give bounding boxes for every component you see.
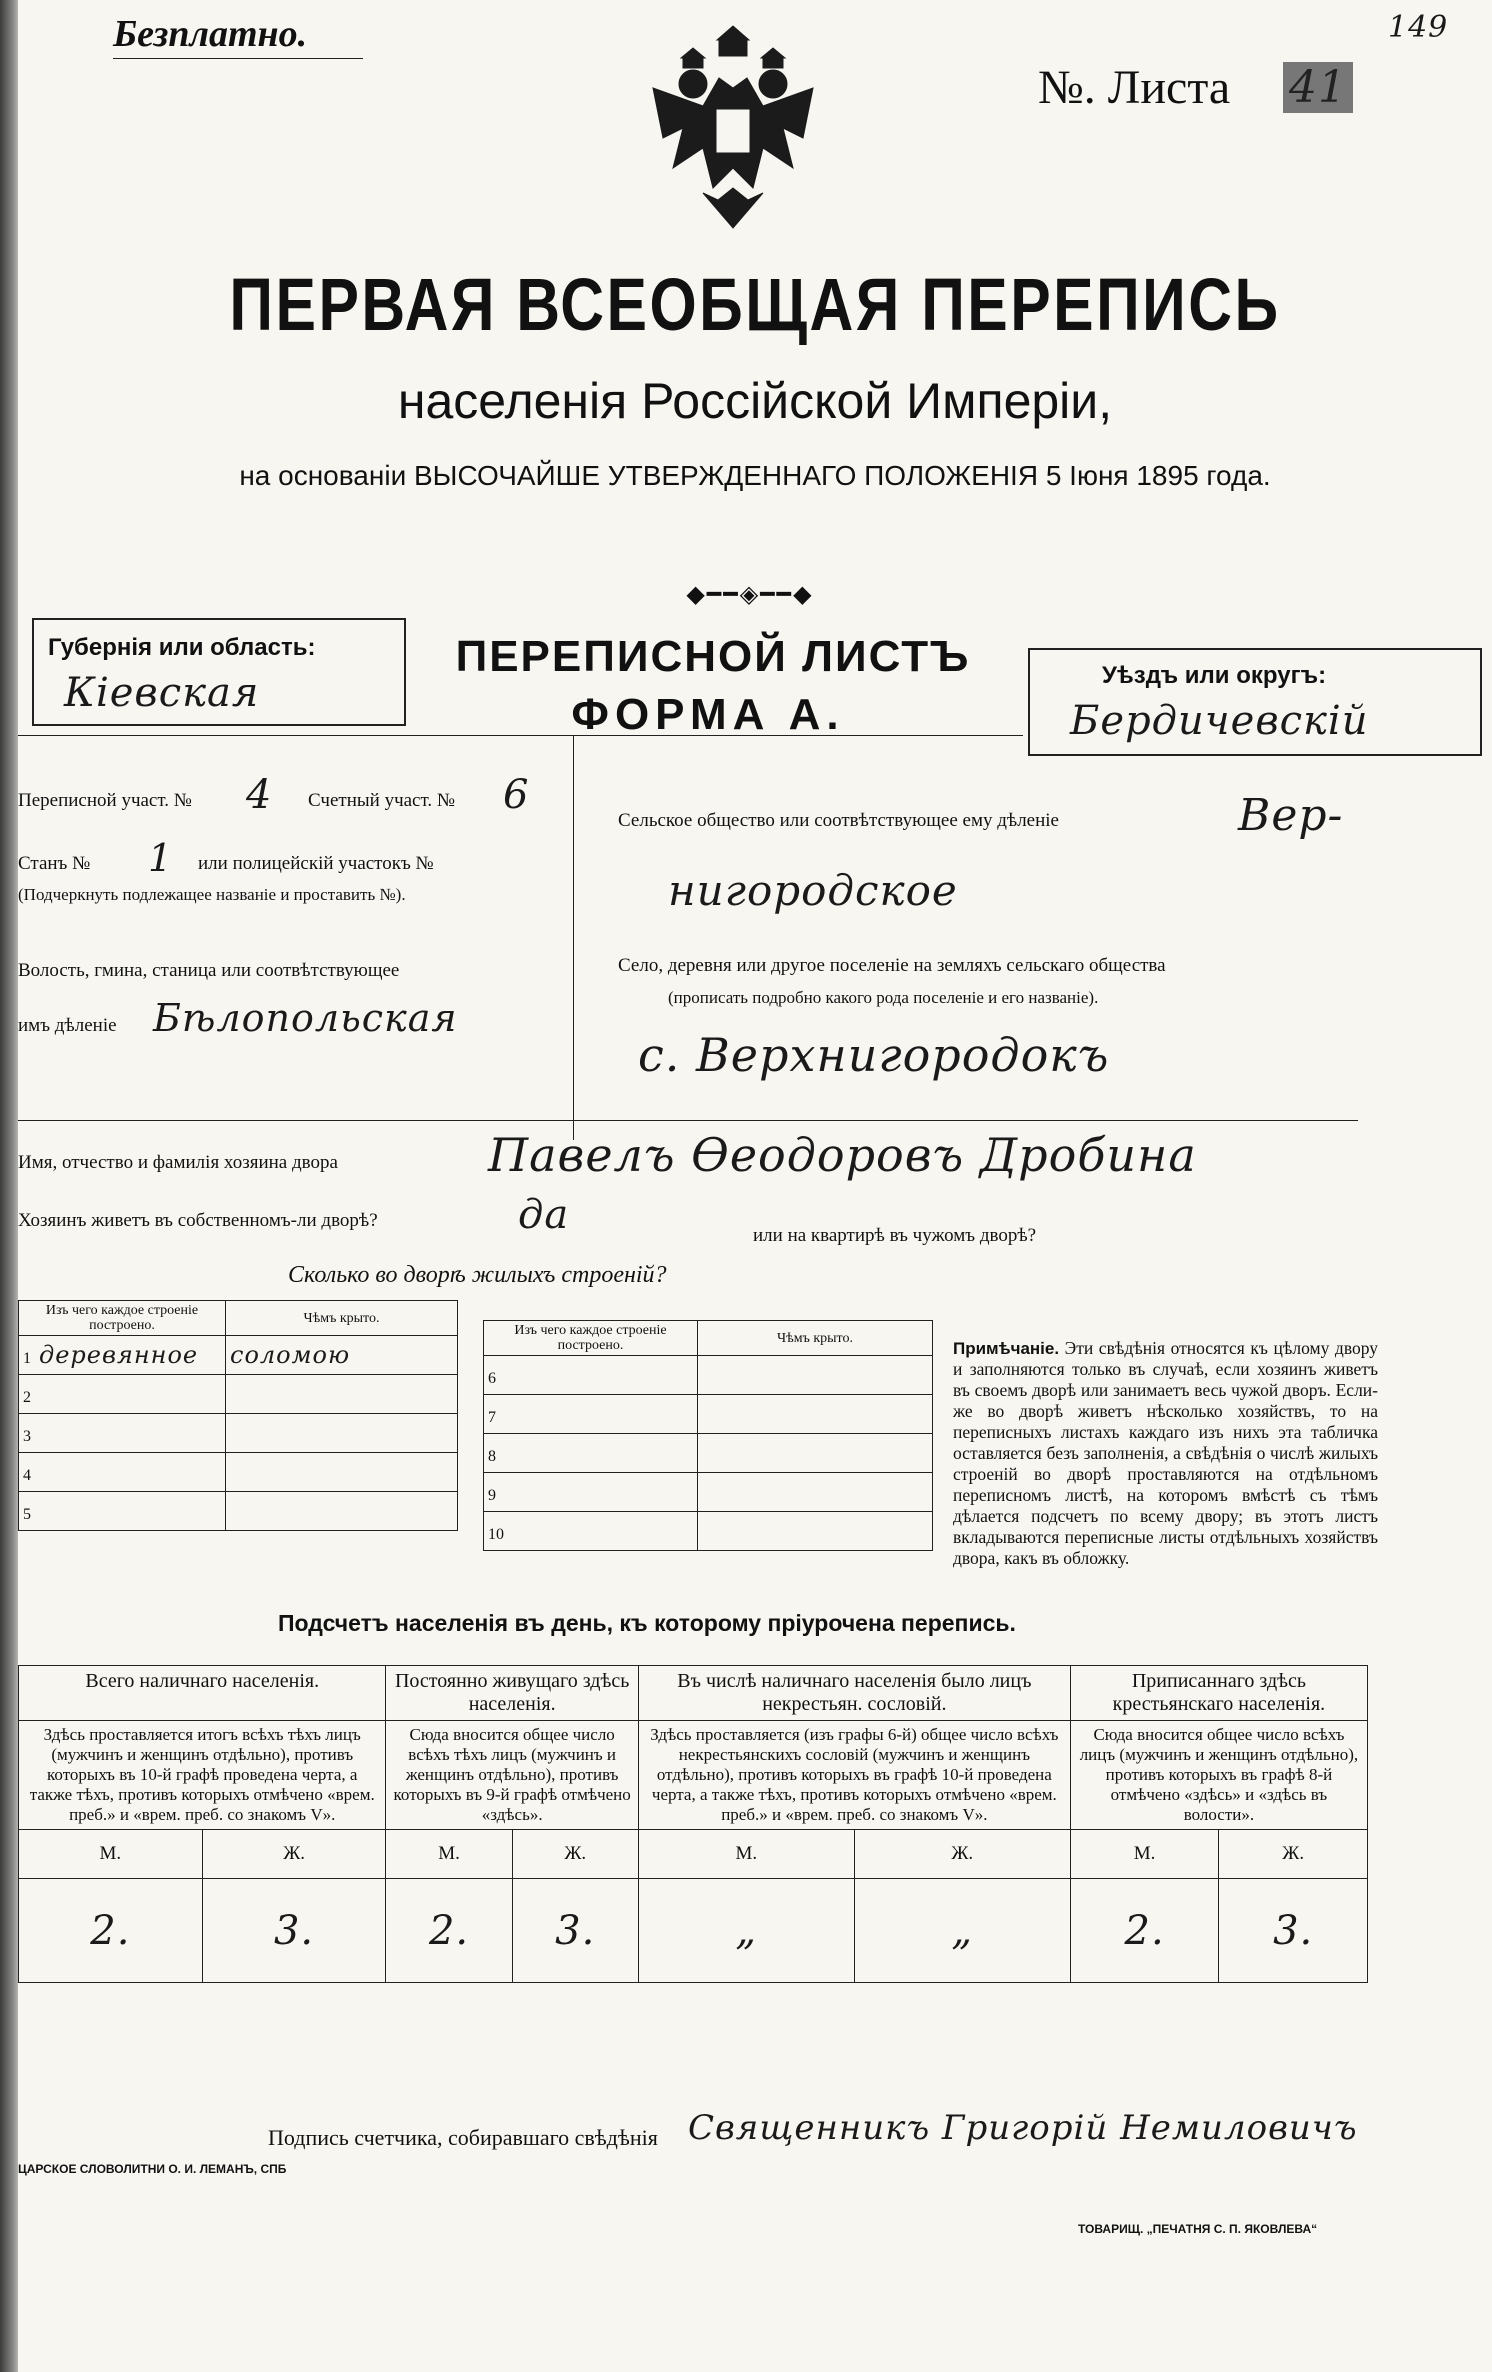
building-roof — [698, 1434, 933, 1473]
free-label: Безплатно. — [113, 13, 308, 55]
female-count: „ — [854, 1879, 1070, 1983]
buildings-question: Сколько во дворѣ жилыхъ строеній? — [288, 1262, 667, 1288]
province-box — [32, 618, 406, 726]
building-built-cell — [484, 1356, 698, 1395]
village-label: Село, деревня или другое поселеніе на земляхъ сельскаго общества — [618, 955, 1166, 976]
population-row — [19, 1830, 1368, 1879]
building-built-cell — [484, 1473, 698, 1512]
society-label: Сельское общество или соотвѣтствующее ему дѣленіе — [618, 810, 1059, 831]
male-label: М. — [19, 1830, 203, 1879]
col-roof-right: Чѣмъ крыто. — [698, 1321, 933, 1356]
signature-label: Подпись счетчика, собиравшаго свѣдѣнія — [268, 2125, 658, 2150]
building-row — [19, 1492, 458, 1531]
building-built-cell — [19, 1375, 226, 1414]
building-roof — [698, 1473, 933, 1512]
male-count: 2. — [1070, 1879, 1219, 1983]
building-roof — [226, 1414, 458, 1453]
volost-label-2: имъ дѣленіе — [18, 1015, 117, 1036]
village-note: (прописать подробно какого рода поселеніе и его названіе). — [668, 988, 1099, 1007]
male-label: М. — [386, 1830, 512, 1879]
buildings-table-right — [483, 1320, 933, 1551]
building-row-number: 4 — [23, 1467, 31, 1484]
building-row-number: 2 — [23, 1389, 31, 1406]
form-title: ПЕРЕПИСНОЙ ЛИСТЪ — [455, 632, 971, 681]
counting-section-label: Счетный участ. № — [308, 790, 455, 811]
building-row — [19, 1453, 458, 1492]
population-heading: Приписаннаго здѣсь крестьянскаго населенія. — [1070, 1666, 1367, 1721]
own-yard-alt-label: или на квартирѣ въ чужомъ дворѣ? — [753, 1225, 1037, 1246]
district-value: Бердичевскій — [1070, 698, 1369, 744]
col-built-right: Изъ чего каждое строеніе построено. — [484, 1321, 698, 1356]
ornament-divider: ◆━━◈━━◆ — [686, 582, 814, 608]
village-value: с. Верхнигородокъ — [638, 1028, 1110, 1082]
building-roof — [226, 1453, 458, 1492]
female-label: Ж. — [1219, 1830, 1368, 1879]
province-label: Губернія или область: — [48, 634, 316, 661]
sheet-number-label: №. Листа — [1038, 61, 1231, 114]
signature-value: Священникъ Григорій Немиловичъ — [688, 2108, 1358, 2148]
own-yard-value: да — [518, 1192, 570, 1238]
building-row — [484, 1473, 933, 1512]
male-count: 2. — [19, 1879, 203, 1983]
population-heading: Всего наличнаго населенія. — [19, 1666, 386, 1721]
building-row-number: 10 — [488, 1526, 504, 1543]
male-label: М. — [1070, 1830, 1219, 1879]
building-material: деревянное — [39, 1341, 199, 1369]
population-description: Сюда вносится общее число всѣхъ тѣхъ лицъ (мужчинъ и женщинъ отдѣльно), противъ которыхъ въ 9-й графѣ отмѣчено «здѣсь». — [386, 1721, 638, 1830]
printer-left: ЦАРСКОЕ СЛОВОЛИТНИ О. И. ЛЕМАНЪ, СПБ — [18, 2162, 287, 2176]
province-value: Кіевская — [64, 670, 260, 716]
female-label: Ж. — [512, 1830, 638, 1879]
own-yard-label: Хозяинъ живетъ въ собственномъ-ли дворѣ? — [18, 1210, 378, 1231]
building-built-cell — [19, 1453, 226, 1492]
population-row — [19, 1666, 1368, 1721]
building-row — [484, 1356, 933, 1395]
stan-label: Станъ № — [18, 853, 91, 874]
female-count: 3. — [202, 1879, 386, 1983]
building-row — [19, 1375, 458, 1414]
population-heading: Въ числѣ наличнаго населенія было лицъ некрестьян. сословій. — [638, 1666, 1070, 1721]
volost-value: Бѣлопольская — [153, 996, 458, 1040]
building-row — [484, 1512, 933, 1551]
census-section-label: Переписной участ. № — [18, 790, 192, 811]
population-row — [19, 1721, 1368, 1830]
main-title: ПЕРВАЯ ВСЕОБЩАЯ ПЕРЕПИСЬ — [229, 263, 1281, 346]
stan-note: (Подчеркнуть подлежащее названіе и проставить №). — [18, 885, 406, 904]
stan-suffix: или полицейскій участокъ № — [198, 853, 434, 874]
population-description: Здѣсь проставляется (изъ графы 6-й) общее число всѣхъ некрестьянскихъ сословій (мужчинъ и женщинъ отдѣльно), противъ которыхъ въ графѣ 10-й проведена черта, а также тѣхъ, противъ которыхъ отмѣчено «врем. преб.» и «врем. преб. со знакомъ V». — [638, 1721, 1070, 1830]
buildings-table-left — [18, 1300, 458, 1531]
building-built-cell — [484, 1434, 698, 1473]
female-count: 3. — [1219, 1879, 1368, 1983]
building-row — [484, 1434, 933, 1473]
building-roof — [698, 1356, 933, 1395]
female-label: Ж. — [202, 1830, 386, 1879]
building-row-number: 5 — [23, 1506, 31, 1523]
col-built: Изъ чего каждое строеніе построено. — [19, 1301, 226, 1336]
building-built-cell — [484, 1395, 698, 1434]
census-section-value: 4 — [246, 772, 273, 818]
owner-value: Павелъ Өеодоровъ Дробина — [488, 1128, 1197, 1182]
population-heading: Постоянно живущаго здѣсь населенія. — [386, 1666, 638, 1721]
stan-value: 1 — [148, 836, 174, 880]
building-row-number: 8 — [488, 1448, 496, 1465]
building-row-number: 3 — [23, 1428, 31, 1445]
printer-right: ТОВАРИЩ. „ПЕЧАТНЯ С. П. ЯКОВЛЕВА“ — [1078, 2222, 1318, 2236]
building-row-number: 9 — [488, 1487, 496, 1504]
building-built-cell — [19, 1492, 226, 1531]
main-subtitle: населенія Россійской Имперіи, — [397, 373, 1113, 429]
census-sheet — [18, 0, 1492, 2372]
building-roof — [226, 1375, 458, 1414]
form-subtitle: ФОРМА А. — [571, 690, 845, 739]
female-label: Ж. — [854, 1830, 1070, 1879]
note-text: Эти свѣдѣнія относятся къ цѣлому двору и заполняются только въ случаѣ, если хозяинъ живетъ въ своемъ дворѣ или занимаетъ весь чужой дворъ. Если-же во дворѣ живетъ нѣсколько хозяйствъ, то на переписныхъ листахъ каждаго изъ нихъ эта табличка оставляется безъ заполненія, а свѣдѣнія о числѣ жилыхъ строеній во дворѣ проставляются на отдѣльномъ переписномъ листѣ, на которомъ вмѣстѣ съ тѣмъ дѣлается подсчетъ по всему двору; въ этотъ листъ вкладываются переписные листы отдѣльныхъ хозяйствъ двора, какъ въ обложку. — [953, 1338, 1378, 1568]
population-description: Здѣсь проставляется итогъ всѣхъ тѣхъ лицъ (мужчинъ и женщинъ отдѣльно), противъ которыхъ въ 10-й графѣ проведена черта, а также тѣхъ, противъ которыхъ отмѣчено «врем. преб.» и «врем. преб. со знакомъ V». — [19, 1721, 386, 1830]
building-row — [19, 1414, 458, 1453]
building-row-number: 6 — [488, 1370, 496, 1387]
district-label: Уѣздъ или округъ: — [1102, 662, 1327, 689]
population-description: Сюда вносится общее число всѣхъ лицъ (мужчинъ и женщинъ отдѣльно), противъ которыхъ въ графѣ 8-й отмѣчено «здѣсь» и «здѣсь въ волости». — [1070, 1721, 1367, 1830]
building-built-cell — [19, 1336, 226, 1375]
district-box — [1028, 648, 1482, 756]
note-block — [953, 1338, 1378, 1569]
female-count: 3. — [512, 1879, 638, 1983]
building-roof — [698, 1395, 933, 1434]
volost-label: Волость, гмина, станица или соотвѣтствующее — [18, 960, 400, 981]
building-row-number: 7 — [488, 1409, 496, 1426]
building-row-number: 1 — [23, 1350, 31, 1367]
society-value-2: нигородское — [668, 866, 958, 915]
building-built-cell — [484, 1512, 698, 1551]
male-count: „ — [638, 1879, 854, 1983]
sheet-number-value: 41 — [1283, 62, 1353, 113]
building-roof — [226, 1492, 458, 1531]
population-row — [19, 1879, 1368, 1983]
legal-basis: на основаніи ВЫСОЧАЙШЕ УТВЕРЖДЕННАГО ПОЛОЖЕНІЯ 5 Іюня 1895 года. — [239, 460, 1271, 491]
col-roof: Чѣмъ крыто. — [226, 1301, 458, 1336]
building-built-cell — [19, 1414, 226, 1453]
population-table — [18, 1665, 1368, 1983]
building-roof — [698, 1512, 933, 1551]
corner-note: 149 — [1388, 10, 1449, 45]
society-value-1: Вер- — [1238, 790, 1344, 841]
imperial-eagle-emblem — [633, 18, 833, 238]
note-title: Примѣчаніе. — [953, 1339, 1060, 1358]
population-title: Подсчетъ населенія въ день, къ которому пріурочена перепись. — [278, 1610, 1016, 1636]
building-row — [19, 1336, 458, 1375]
owner-label: Имя, отчество и фамилія хозяина двора — [18, 1152, 338, 1173]
counting-section-value: 6 — [503, 772, 530, 818]
male-count: 2. — [386, 1879, 512, 1983]
building-roof: соломою — [226, 1336, 458, 1375]
building-row — [484, 1395, 933, 1434]
male-label: М. — [638, 1830, 854, 1879]
